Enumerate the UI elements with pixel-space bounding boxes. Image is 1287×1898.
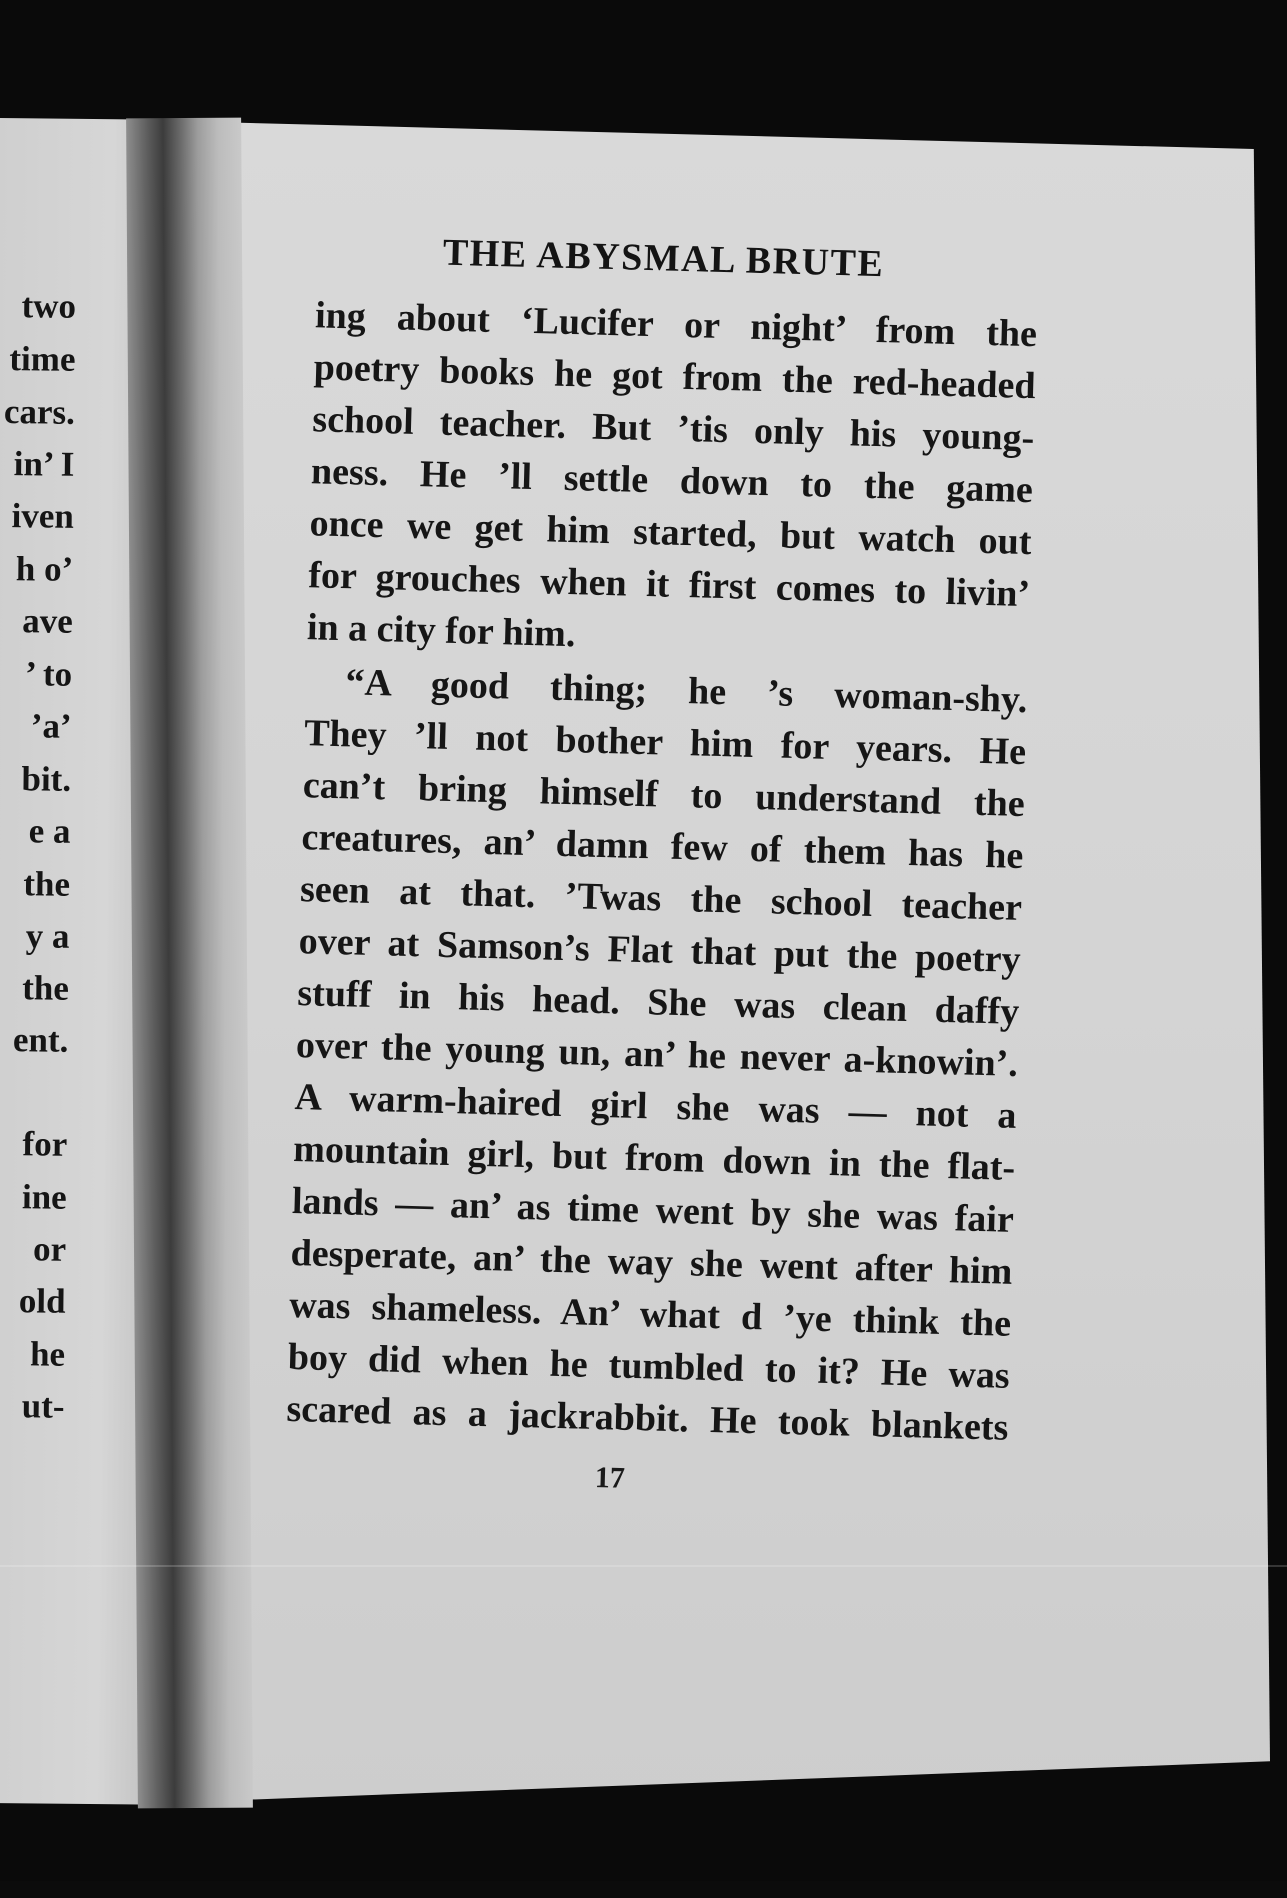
text-line: was shameless. An’ what d ’ye think the bbox=[288, 1283, 1012, 1345]
left-line: ine bbox=[21, 1177, 67, 1217]
left-line: y a bbox=[25, 916, 70, 956]
left-line: ave bbox=[21, 601, 73, 641]
left-line: for bbox=[22, 1124, 68, 1164]
text-line: over the young un, an’ he never a-knowin’. bbox=[295, 1024, 1019, 1085]
text-line: lands — an’ as time went by she was fair bbox=[291, 1180, 1015, 1241]
left-line: cars. bbox=[3, 392, 76, 432]
running-head: THE ABYSMAL BRUTE bbox=[442, 231, 885, 286]
text-line: poetry books he got from the red-headed bbox=[313, 346, 1037, 408]
left-line: h o’ bbox=[15, 549, 74, 589]
left-line: e a bbox=[28, 811, 71, 851]
text-line: in a city for him. bbox=[306, 606, 576, 656]
text-line: They ’ll not bother him for years. He bbox=[303, 712, 1027, 774]
page-number: 17 bbox=[594, 1461, 626, 1495]
text-line: school teacher. But ’tis only his young- bbox=[311, 398, 1035, 460]
text-line: boy did when he tumbled to it? He was bbox=[287, 1335, 1011, 1397]
left-line: ’a’ bbox=[30, 706, 72, 746]
left-line: in’ I bbox=[13, 444, 75, 484]
left-line: the bbox=[23, 864, 71, 904]
text-line: for grouches when it first comes to livin’ bbox=[307, 554, 1031, 616]
text-line: desperate, an’ the way she went after him bbox=[290, 1231, 1013, 1293]
text-line: ing about ‘Lucifer or night’ from the bbox=[314, 294, 1038, 356]
left-line: ’ to bbox=[25, 654, 73, 694]
left-line: ut- bbox=[21, 1386, 65, 1426]
text-line: stuff in his head. She was clean daffy bbox=[296, 972, 1020, 1033]
left-line: bit. bbox=[21, 759, 72, 799]
text-line: seen at that. ’Twas the school teacher bbox=[299, 868, 1023, 929]
text-line: once we get him started, but watch out bbox=[309, 502, 1033, 564]
text-line: mountain girl, but from down in the flat- bbox=[292, 1128, 1016, 1189]
scan-artifact-line bbox=[0, 1565, 1287, 1567]
text-line: can’t bring himself to understand the bbox=[302, 764, 1026, 826]
left-line: he bbox=[29, 1334, 66, 1374]
left-line: ent. bbox=[12, 1020, 69, 1060]
left-line: time bbox=[9, 339, 76, 379]
text-line: ness. He ’ll settle down to the game bbox=[310, 450, 1034, 512]
text-line: “A good thing; he ’s woman-shy. bbox=[345, 661, 1028, 722]
text-line: over at Samson’s Flat that put the poetry bbox=[298, 920, 1022, 981]
text-line: scared as a jackrabbit. He took blankets bbox=[286, 1387, 1009, 1449]
left-line: old bbox=[18, 1281, 66, 1321]
left-line: the bbox=[22, 968, 70, 1008]
left-line: or bbox=[32, 1229, 67, 1269]
text-line: creatures, an’ damn few of them has he bbox=[300, 816, 1024, 878]
left-line: iven bbox=[11, 496, 75, 536]
left-line: two bbox=[21, 286, 77, 326]
text-line: A warm-haired girl she was — not a bbox=[294, 1076, 1018, 1137]
